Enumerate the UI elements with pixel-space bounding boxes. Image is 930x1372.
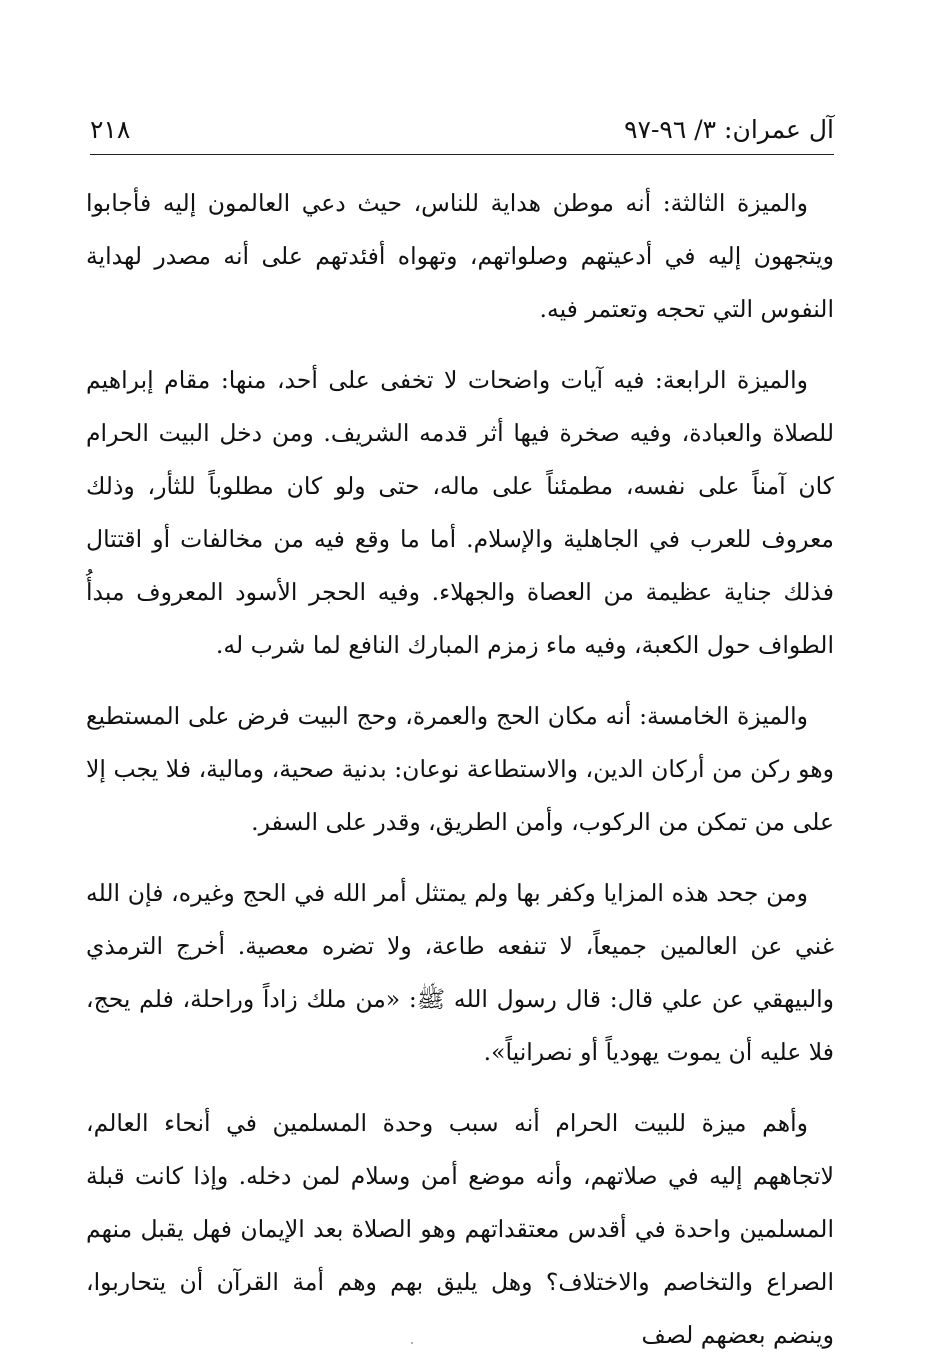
paragraph-third-feature: والميزة الثالثة: أنه موطن هداية للناس، حيث دعي العالمون إليه فأجابوا ويتجهون إليه في أدعيتهم وصلواتهم، وتهواه أفئدتهم على أنه مصدر لهداية النفوس التي تحجه وتعتمر فيه. xyxy=(86,189,834,323)
header-divider xyxy=(90,154,834,155)
paragraph-fifth-feature: والميزة الخامسة: أنه مكان الحج والعمرة، وحج البيت فرض على المستطيع وهو ركن من أركان الدين، والاستطاعة نوعان: بدنية صحية، ومالية، فلا يجب إلا على من تمكن من الركوب، وأمن الطريق، وقدر على السفر. xyxy=(86,702,834,836)
body-text xyxy=(86,177,834,1372)
paragraph-fourth-feature: والميزة الرابعة: فيه آيات واضحات لا تخفى على أحد، منها: مقام إبراهيم للصلاة والعبادة، وفيه صخرة فيها أثر قدمه الشريف. ومن دخل البيت الحرام كان آمناً على نفسه، مطمئناً على ماله، حتى ولو كان مطلوباً للثأر، وذلك معروف للعرب في الجاهلية والإسلام. أما ما وقع فيه من مخالفات أو اقتتال فذلك جناية عظيمة من العصاة والجهلاء. وفيه الحجر الأسود المعروف مبدأُ الطواف حول الكعبة، وفيه ماء زمزم المبارك النافع لما شرب له. xyxy=(86,366,834,659)
paragraph-denial-hadith: ومن جحد هذه المزايا وكفر بها ولم يمتثل أمر الله في الحج وغيره، فإن الله غني عن العالمين جميعاً، لا تنفعه طاعة، ولا تضره معصية. أخرج الترمذي والبيهقي عن علي قال: قال رسول الله ﷺ: «من ملك زاداً وراحلة، فلم يحج، فلا عليه أن يموت يهودياً أو نصرانياً». xyxy=(86,879,834,1066)
scan-speck xyxy=(411,1342,413,1344)
running-header xyxy=(90,112,834,152)
page-number: ٢١٨ xyxy=(90,115,131,144)
chapter-verse-reference: آل عمران: ٣/ ٩٦-٩٧ xyxy=(624,115,834,144)
paragraph-unity: وأهم ميزة للبيت الحرام أنه سبب وحدة المسلمين في أنحاء العالم، لاتجاههم إليه في صلاتهم، وأنه موضع أمن وسلام لمن دخله. وإذا كانت قبلة المسلمين واحدة في أقدس معتقداتهم وهو الصلاة بعد الإيمان فهل يقبل منهم الصراع والتخاصم والاختلاف؟ وهل يليق بهم وهم أمة القرآن أن يتحاربوا، وينضم بعضهم لصف xyxy=(86,1109,834,1349)
